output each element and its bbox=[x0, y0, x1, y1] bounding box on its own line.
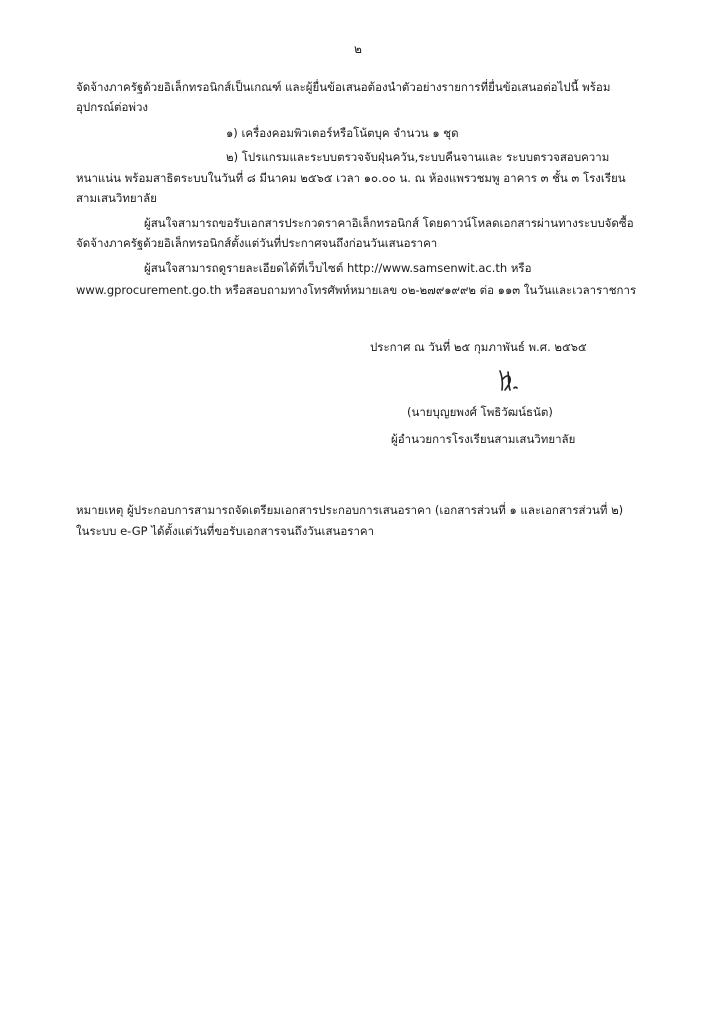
note-line: หมายเหตุ ผู้ประกอบการสามารถจัดเตรียมเอกสารประกอบการเสนอราคา (เอกสารส่วนที่ ๑ และเอกสารส่วนที่ ๒) bbox=[76, 503, 624, 517]
list-item-1: ๑) เครื่องคอมพิวเตอร์หรือโน้ตบุค จำนวน ๑ ชุด bbox=[226, 126, 459, 140]
body-line: อุปกรณ์ต่อพ่วง bbox=[76, 100, 149, 114]
list-item-2: ๒) โปรแกรมและระบบตรวจจับฝุ่นควัน,ระบบคืนจานและ ระบบตรวจสอบความ bbox=[226, 150, 610, 164]
signer-name: (นายบุญยพงศ์ โพธิวัฒน์ธนัต) bbox=[407, 405, 553, 419]
handwritten-signature bbox=[496, 368, 522, 394]
body-line: สามเสนวิทยาลัย bbox=[76, 191, 157, 205]
signer-title: ผู้อำนวยการโรงเรียนสามเสนวิทยาลัย bbox=[391, 432, 576, 446]
paragraph-line: ผู้สนใจสามารถดูรายละเอียดได้ที่เว็บไซต์ http://www.samsenwit.ac.th หรือ bbox=[144, 261, 532, 275]
note-line: ในระบบ e-GP ได้ตั้งแต่วันที่ขอรับเอกสารจนถึงวันเสนอราคา bbox=[76, 524, 375, 538]
announcement-date: ประกาศ ณ วันที่ ๒๕ กุมภาพันธ์ พ.ศ. ๒๕๖๕ bbox=[370, 340, 587, 354]
paragraph-line: จัดจ้างภาครัฐด้วยอิเล็กทรอนิกส์ตั้งแต่วันที่ประกาศจนถึงก่อนวันเสนอราคา bbox=[76, 236, 438, 250]
paragraph-line: ผู้สนใจสามารถขอรับเอกสารประกวดราคาอิเล็กทรอนิกส์ โดยดาวน์โหลดเอกสารผ่านทางระบบจัดซื้อ bbox=[144, 216, 634, 230]
body-line: หนาแน่น พร้อมสาธิตระบบในวันที่ ๘ มีนาคม ๒๕๖๕ เวลา ๑๐.๐๐ น. ณ ห้องแพรวชมพู อาคาร ๓ ชั้น ๓ โรงเรียน bbox=[76, 171, 626, 185]
page-number: ๒ bbox=[354, 42, 362, 56]
body-line: จัดจ้างภาครัฐด้วยอิเล็กทรอนิกส์เป็นเกณฑ์ และผู้ยื่นข้อเสนอต้องนำตัวอย่างรายการที่ยื่นข้อเสนอต่อไปนี้ พร้อม bbox=[76, 80, 611, 94]
paragraph-line: www.gprocurement.go.th หรือสอบถามทางโทรศัพท์หมายเลข ๐๒-๒๗๙๑๙๙๒ ต่อ ๑๑๓ ในวันและเวลาราชการ bbox=[76, 283, 637, 297]
